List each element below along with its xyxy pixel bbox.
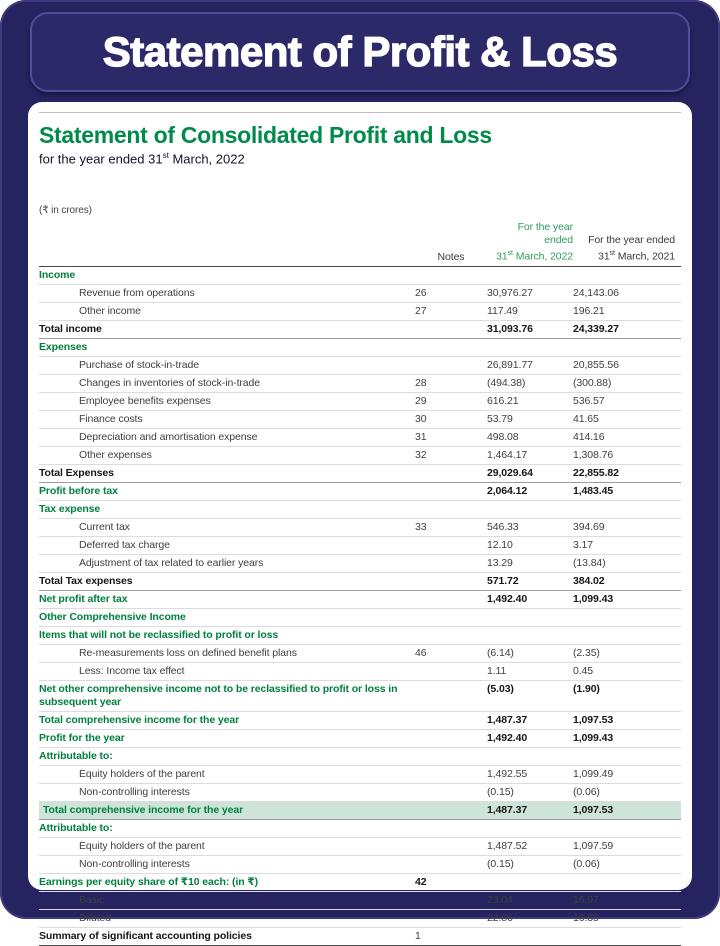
row-label: Expenses — [39, 338, 415, 356]
row-value-2021: 24,143.06 — [573, 284, 681, 302]
row-note — [415, 554, 487, 572]
row-label: Changes in inventories of stock-in-trade — [39, 374, 415, 392]
row-label: Finance costs — [39, 410, 415, 428]
period-suffix: March, 2022 — [168, 151, 245, 167]
row-note — [415, 765, 487, 783]
row-value-2021: 1,099.43 — [573, 729, 681, 747]
statement-heading: Statement of Consolidated Profit and Loss — [39, 122, 492, 148]
row-value-2021 — [573, 338, 681, 356]
table-row — [39, 747, 681, 765]
row-note: 31 — [415, 428, 487, 446]
row-note: 33 — [415, 518, 487, 536]
table-row — [39, 482, 681, 500]
row-value-2021: 41.65 — [573, 410, 681, 428]
row-label: Other income — [39, 302, 415, 320]
row-note: 29 — [415, 392, 487, 410]
row-note — [415, 837, 487, 855]
row-label: Income — [39, 266, 415, 284]
row-note — [415, 356, 487, 374]
row-note — [415, 572, 487, 590]
row-label: Deferred tax charge — [39, 536, 415, 554]
row-value-2022: 1,487.37 — [487, 711, 573, 729]
table-row — [39, 410, 681, 428]
pl-table-body — [39, 266, 681, 945]
row-value-2021: 1,097.53 — [573, 711, 681, 729]
row-label: Total comprehensive income for the year — [39, 711, 415, 729]
row-value-2021 — [573, 500, 681, 518]
row-value-2022 — [487, 873, 573, 891]
row-label: Basic — [39, 891, 415, 909]
row-value-2022 — [487, 608, 573, 626]
table-row — [39, 320, 681, 338]
row-value-2022: 1,492.40 — [487, 590, 573, 608]
table-row — [39, 572, 681, 590]
table-row — [39, 644, 681, 662]
table-row — [39, 536, 681, 554]
row-note — [415, 909, 487, 927]
row-value-2022: (0.15) — [487, 855, 573, 873]
row-value-2022: 2,064.12 — [487, 482, 573, 500]
row-value-2022: 1.11 — [487, 662, 573, 680]
pl-table-container — [39, 202, 681, 946]
row-label: Total Tax expenses — [39, 572, 415, 590]
table-row — [39, 302, 681, 320]
row-note — [415, 680, 487, 711]
row-value-2022: 117.49 — [487, 302, 573, 320]
row-value-2021: 414.16 — [573, 428, 681, 446]
row-note — [415, 266, 487, 284]
row-value-2022: 23.04 — [487, 891, 573, 909]
row-value-2021: (300.88) — [573, 374, 681, 392]
row-value-2021: 16.97 — [573, 891, 681, 909]
row-label: Profit for the year — [39, 729, 415, 747]
row-label: Adjustment of tax related to earlier years — [39, 554, 415, 572]
fy2021-column-header: For the year ended 31st March, 2021 — [573, 219, 681, 266]
row-value-2021 — [573, 873, 681, 891]
row-note — [415, 891, 487, 909]
fy2022-column-header: For the year ended 31st March, 2022 — [487, 219, 573, 266]
table-row — [39, 680, 681, 711]
row-value-2021: 384.02 — [573, 572, 681, 590]
row-value-2021: 1,483.45 — [573, 482, 681, 500]
row-value-2022: 498.08 — [487, 428, 573, 446]
row-value-2022: (494.38) — [487, 374, 573, 392]
table-row — [39, 338, 681, 356]
table-row — [39, 909, 681, 927]
table-row — [39, 819, 681, 837]
row-value-2021: (1.90) — [573, 680, 681, 711]
statement-period — [39, 151, 681, 166]
table-row — [39, 927, 681, 945]
table-row — [39, 518, 681, 536]
row-note — [415, 855, 487, 873]
row-value-2021: 22,855.82 — [573, 464, 681, 482]
row-value-2022: (0.15) — [487, 783, 573, 801]
row-value-2022: (6.14) — [487, 644, 573, 662]
table-row — [39, 284, 681, 302]
row-note — [415, 626, 487, 644]
row-value-2021: 196.21 — [573, 302, 681, 320]
units-note: (₹ in crores) — [39, 205, 92, 217]
row-label: Net other comprehensive income not to be reclassified to profit or loss in subsequent year — [39, 680, 415, 711]
row-label: Other Comprehensive Income — [39, 608, 415, 626]
row-value-2021: (0.06) — [573, 855, 681, 873]
row-value-2021: 394.69 — [573, 518, 681, 536]
row-note — [415, 482, 487, 500]
table-row — [39, 837, 681, 855]
row-label: Items that will not be reclassified to profit or loss — [39, 626, 415, 644]
row-value-2022 — [487, 927, 573, 945]
row-label: Revenue from operations — [39, 284, 415, 302]
row-note: 32 — [415, 446, 487, 464]
row-value-2022 — [487, 338, 573, 356]
row-note: 42 — [415, 873, 487, 891]
period-ordinal: st — [162, 151, 169, 160]
row-value-2022: 22.86 — [487, 909, 573, 927]
row-value-2022 — [487, 266, 573, 284]
row-note — [415, 608, 487, 626]
page-title: Statement of Profit & Loss — [102, 28, 618, 75]
row-value-2022: 12.10 — [487, 536, 573, 554]
table-row — [39, 662, 681, 680]
table-row — [39, 891, 681, 909]
row-label: Summary of significant accounting policies — [39, 927, 415, 945]
row-label: Total Expenses — [39, 464, 415, 482]
table-row — [39, 554, 681, 572]
row-value-2022: 1,492.55 — [487, 765, 573, 783]
table-row — [39, 392, 681, 410]
row-value-2022: 1,487.52 — [487, 837, 573, 855]
table-row — [39, 765, 681, 783]
row-value-2022: 616.21 — [487, 392, 573, 410]
row-label: Current tax — [39, 518, 415, 536]
table-row — [39, 500, 681, 518]
row-value-2022: 31,093.76 — [487, 320, 573, 338]
row-label: Total comprehensive income for the year — [39, 801, 415, 819]
row-note — [415, 464, 487, 482]
row-value-2021 — [573, 819, 681, 837]
row-label: Profit before tax — [39, 482, 415, 500]
row-value-2021: 16.85 — [573, 909, 681, 927]
row-value-2021 — [573, 927, 681, 945]
title-banner — [30, 12, 690, 92]
row-note — [415, 819, 487, 837]
row-label: Earnings per equity share of ₹10 each: (in ₹) — [39, 873, 415, 891]
row-value-2022 — [487, 500, 573, 518]
row-value-2022: 571.72 — [487, 572, 573, 590]
row-note — [415, 590, 487, 608]
table-row — [39, 729, 681, 747]
row-value-2021: 1,099.49 — [573, 765, 681, 783]
row-value-2022: 546.33 — [487, 518, 573, 536]
column-header-row — [39, 219, 681, 266]
row-value-2022: 29,029.64 — [487, 464, 573, 482]
row-note — [415, 662, 487, 680]
row-note — [415, 747, 487, 765]
table-row — [39, 608, 681, 626]
row-note — [415, 536, 487, 554]
row-label: Other expenses — [39, 446, 415, 464]
row-value-2021: 24,339.27 — [573, 320, 681, 338]
row-label: Employee benefits expenses — [39, 392, 415, 410]
row-value-2022: 1,492.40 — [487, 729, 573, 747]
row-note — [415, 801, 487, 819]
row-note — [415, 783, 487, 801]
table-row — [39, 626, 681, 644]
table-row — [39, 446, 681, 464]
row-value-2022: (5.03) — [487, 680, 573, 711]
row-note — [415, 711, 487, 729]
row-label: Purchase of stock-in-trade — [39, 356, 415, 374]
table-row — [39, 801, 681, 819]
row-value-2021 — [573, 747, 681, 765]
row-value-2022 — [487, 747, 573, 765]
table-row — [39, 711, 681, 729]
notes-column-header: Notes — [415, 219, 487, 266]
table-row — [39, 266, 681, 284]
row-value-2021: 3.17 — [573, 536, 681, 554]
row-label: Equity holders of the parent — [39, 837, 415, 855]
units-note-row — [39, 202, 681, 219]
table-row — [39, 783, 681, 801]
row-label: Attributable to: — [39, 747, 415, 765]
row-value-2022: 13.29 — [487, 554, 573, 572]
row-value-2022: 26,891.77 — [487, 356, 573, 374]
row-note: 27 — [415, 302, 487, 320]
row-value-2022 — [487, 626, 573, 644]
row-value-2021: (13.84) — [573, 554, 681, 572]
row-label: Diluted — [39, 909, 415, 927]
table-row — [39, 374, 681, 392]
row-note — [415, 320, 487, 338]
row-value-2021: 1,099.43 — [573, 590, 681, 608]
row-value-2021: 0.45 — [573, 662, 681, 680]
row-label: Re-measurements loss on defined benefit plans — [39, 644, 415, 662]
row-note: 28 — [415, 374, 487, 392]
row-note: 26 — [415, 284, 487, 302]
row-value-2022: 30,976.27 — [487, 284, 573, 302]
row-note — [415, 729, 487, 747]
table-row — [39, 590, 681, 608]
row-label: Non-controlling interests — [39, 855, 415, 873]
row-label: Total income — [39, 320, 415, 338]
row-label: Less: Income tax effect — [39, 662, 415, 680]
row-note — [415, 338, 487, 356]
row-value-2021: 20,855.56 — [573, 356, 681, 374]
row-label: Equity holders of the parent — [39, 765, 415, 783]
top-divider — [39, 112, 681, 113]
row-value-2021 — [573, 608, 681, 626]
row-value-2021: 1,097.59 — [573, 837, 681, 855]
row-label: Non-controlling interests — [39, 783, 415, 801]
table-row — [39, 855, 681, 873]
table-row — [39, 356, 681, 374]
row-label: Depreciation and amortisation expense — [39, 428, 415, 446]
table-row — [39, 873, 681, 891]
row-note: 1 — [415, 927, 487, 945]
row-label: Attributable to: — [39, 819, 415, 837]
row-value-2022: 1,487.37 — [487, 801, 573, 819]
row-label: Tax expense — [39, 500, 415, 518]
row-value-2021: 1,097.53 — [573, 801, 681, 819]
row-note: 30 — [415, 410, 487, 428]
row-note: 46 — [415, 644, 487, 662]
label-column-header — [39, 219, 415, 266]
statement-card — [28, 102, 692, 942]
period-prefix: for the year ended 31 — [39, 151, 163, 167]
row-value-2021: (2.35) — [573, 644, 681, 662]
row-value-2022: 53.79 — [487, 410, 573, 428]
row-value-2021: 1,308.76 — [573, 446, 681, 464]
row-value-2021 — [573, 266, 681, 284]
row-value-2021: 536.57 — [573, 392, 681, 410]
table-row — [39, 464, 681, 482]
row-value-2021: (0.06) — [573, 783, 681, 801]
row-value-2022 — [487, 819, 573, 837]
row-value-2021 — [573, 626, 681, 644]
table-row — [39, 428, 681, 446]
row-value-2022: 1,464.17 — [487, 446, 573, 464]
row-label: Net profit after tax — [39, 590, 415, 608]
row-note — [415, 500, 487, 518]
pl-table — [39, 202, 681, 946]
